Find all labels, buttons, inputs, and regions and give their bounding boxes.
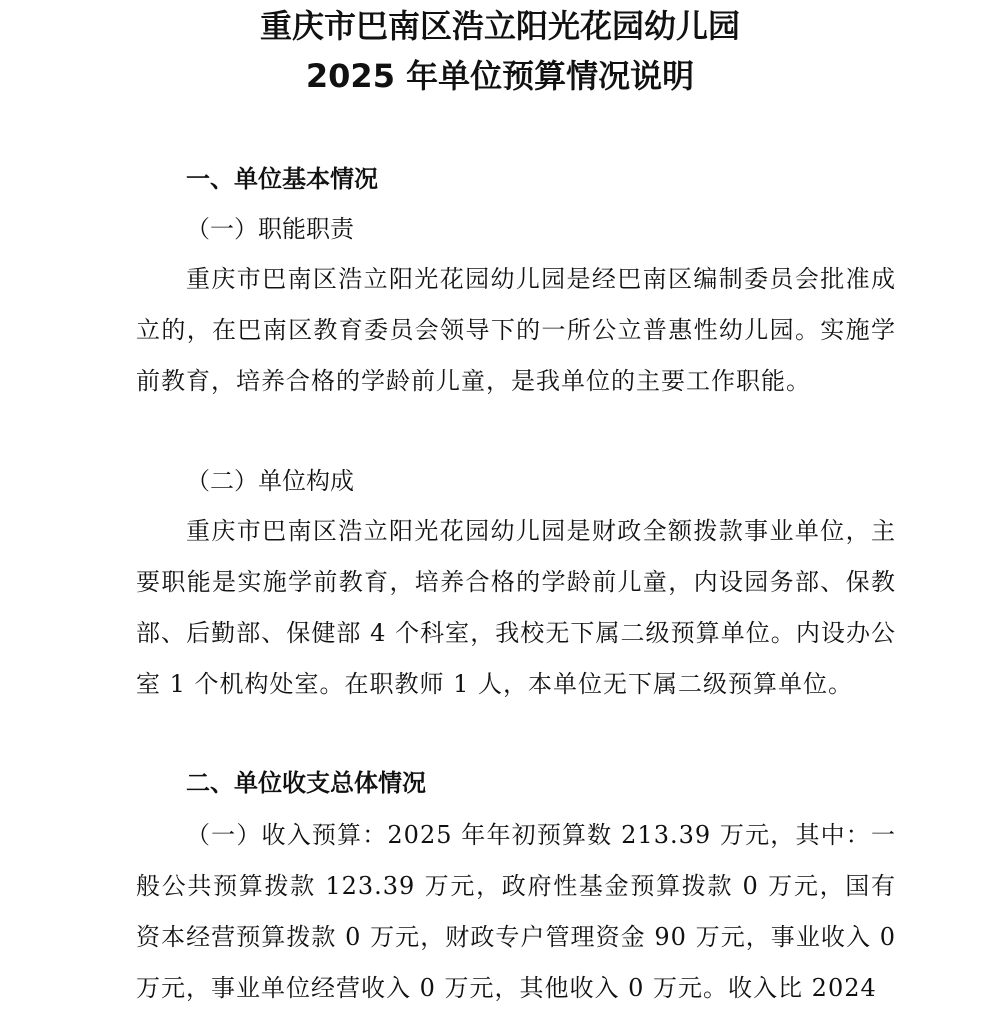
section1-heading: 一、单位基本情况	[186, 165, 378, 193]
section1-duties-paragraph: 重庆市巴南区浩立阳光花园幼儿园是经巴南区编制委员会批准成立的，在巴南区教育委员会领导下的一所公立普惠性幼儿园。实施学前教育，培养合格的学龄前儿童，是我单位的主要工作职能。	[136, 265, 896, 395]
section2-income-paragraph: （一）收入预算：2025 年年初预算数 213.39 万元，其中：一般公共预算拨款 123.39 万元，政府性基金预算拨款 0 万元，国有资本经营预算拨款 0 万元，财政专户管理资金 90 万元，事业收入 0 万元，事业单位经营收入 0 万元，其他收入 0 万元。收入比 2024	[136, 821, 896, 1002]
section1-subheading-structure: （二）单位构成	[186, 467, 354, 495]
document-title-line2: 2025 年单位预算情况说明	[305, 57, 695, 95]
document-title-line1: 重庆市巴南区浩立阳光花园幼儿园	[259, 7, 740, 45]
section2-heading: 二、单位收支总体情况	[186, 769, 426, 797]
section1-structure-paragraph: 重庆市巴南区浩立阳光花园幼儿园是财政全额拨款事业单位，主要职能是实施学前教育，培养合格的学龄前儿童，内设园务部、保教部、后勤部、保健部 4 个科室，我校无下属二级预算单位。内设办公室 1 个机构处室。在职教师 1 人，本单位无下属二级预算单位。	[136, 517, 896, 698]
section1-subheading-duties: （一）职能职责	[186, 215, 354, 243]
